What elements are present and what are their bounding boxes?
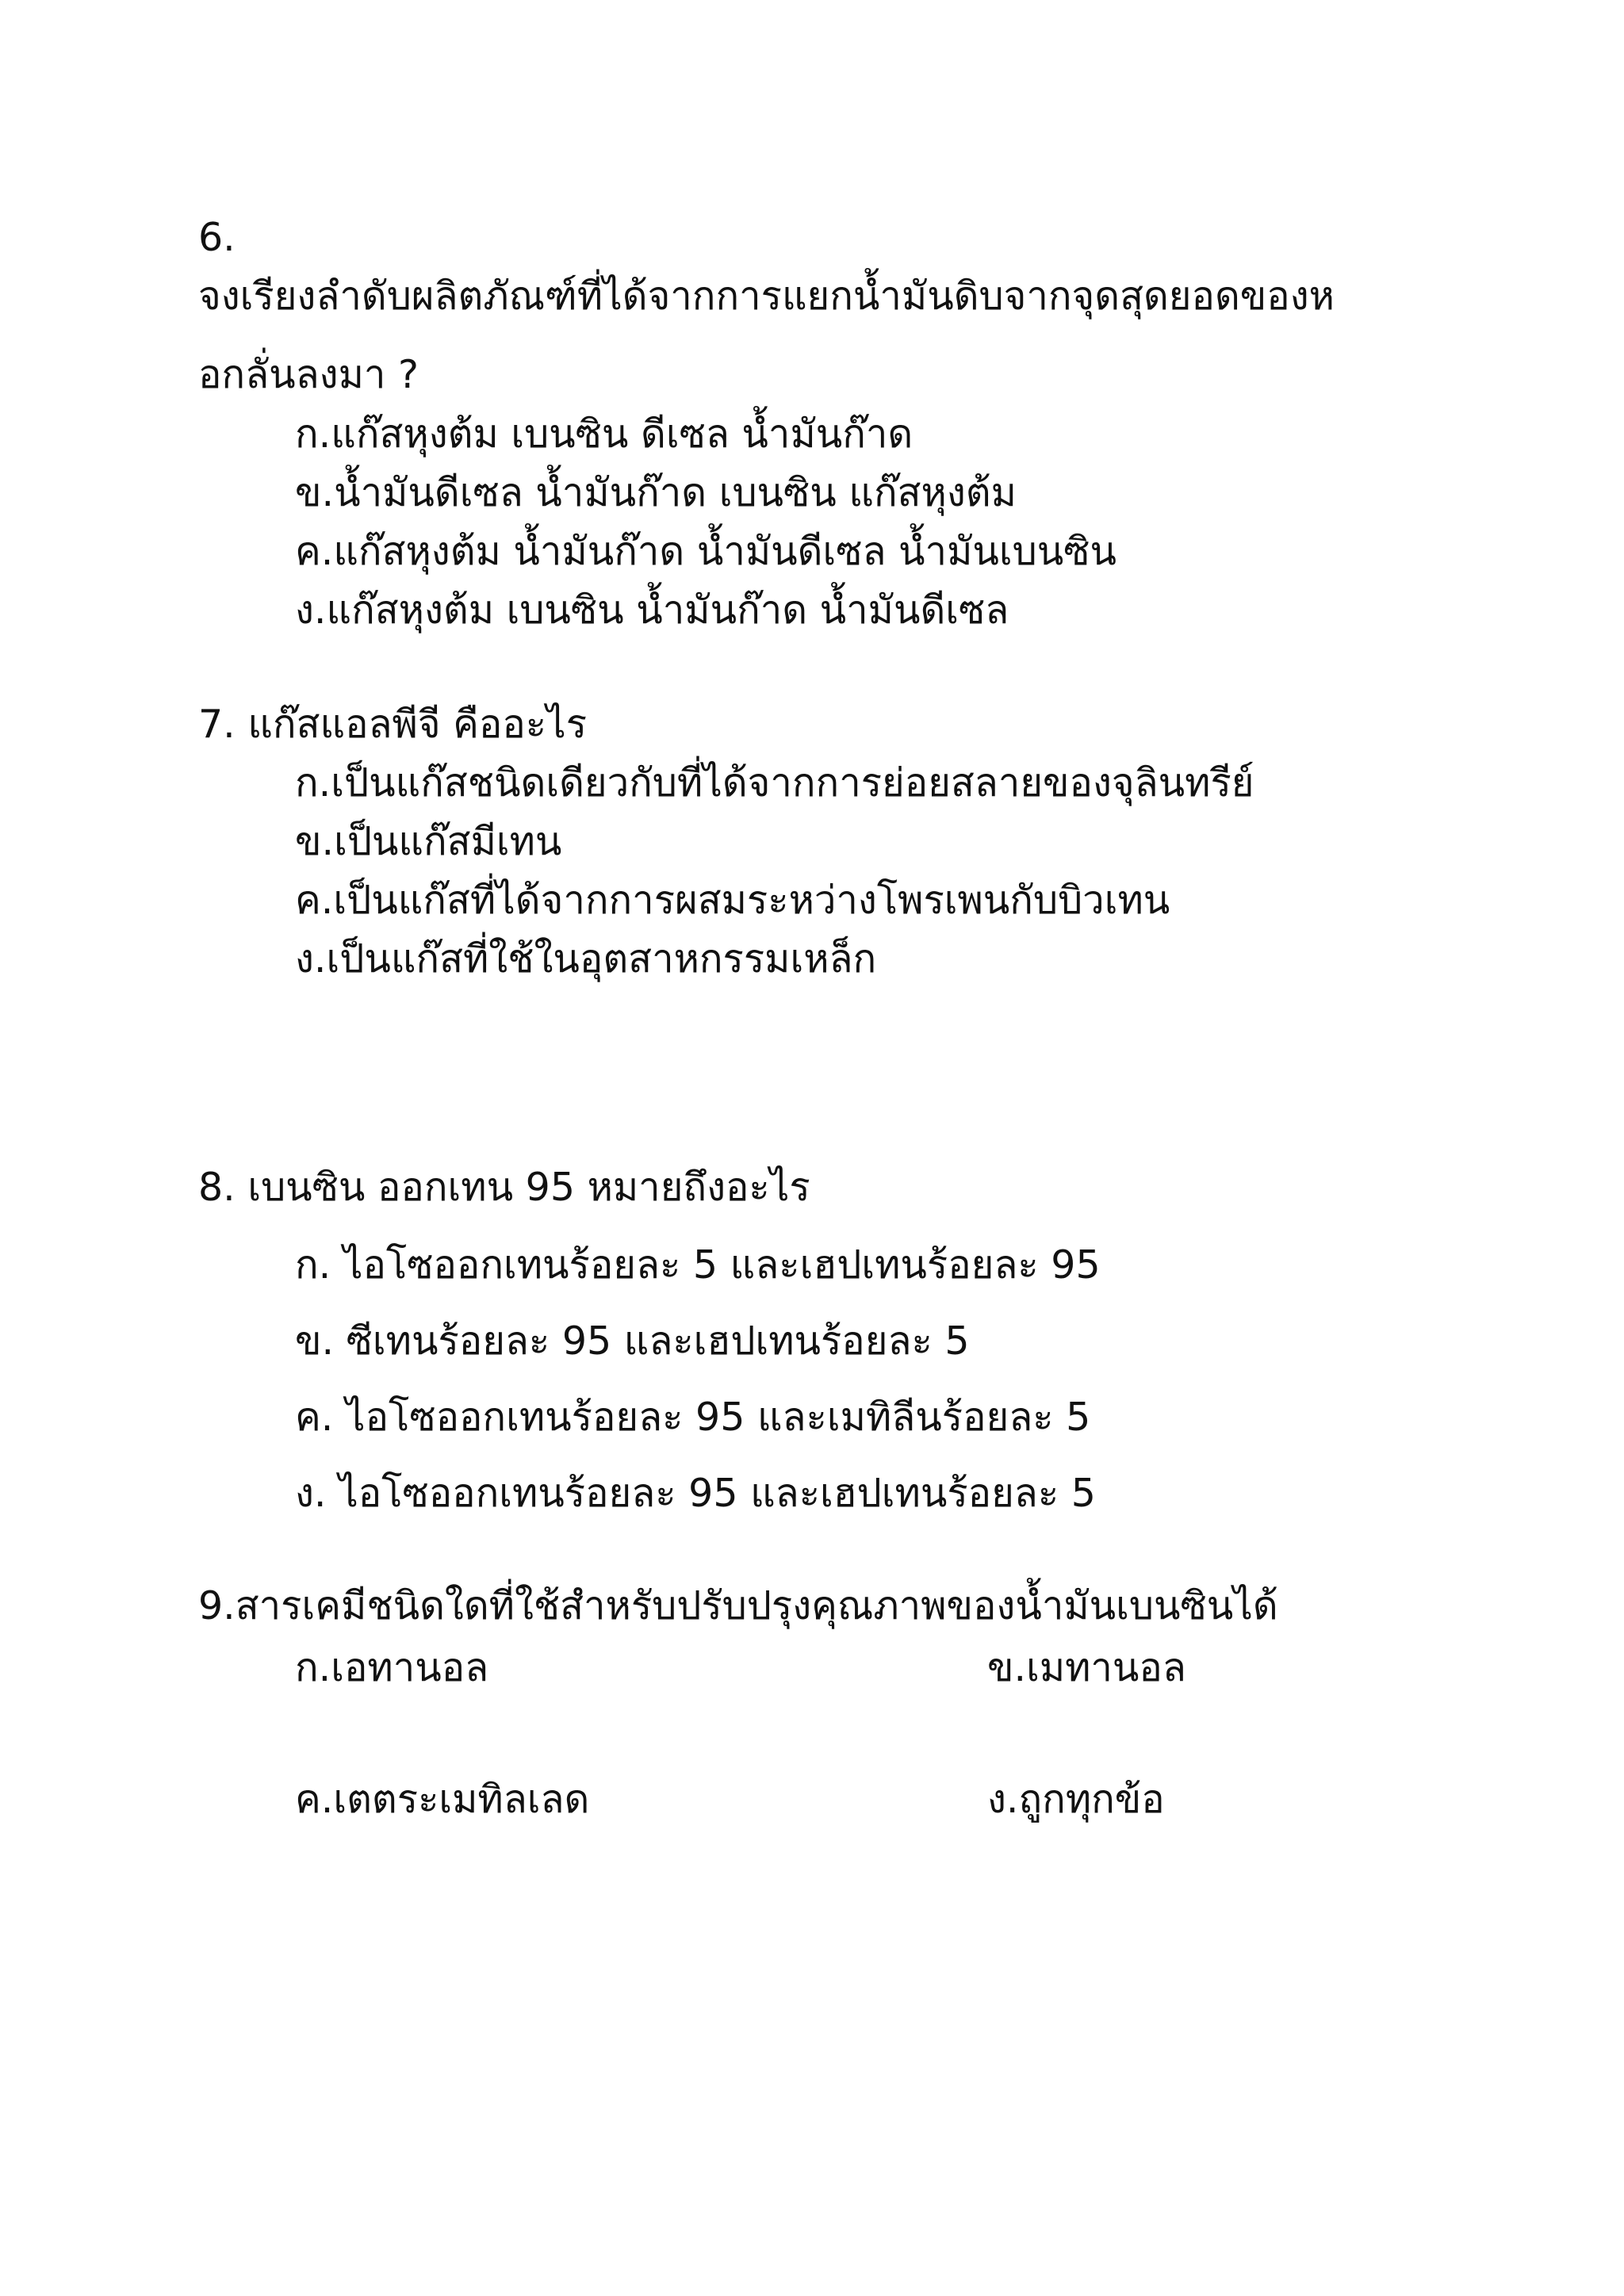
question-6-option-b: ข.น้ำมันดีเซล น้ำมันก๊าด เบนซิน แก๊สหุงต้ม bbox=[295, 470, 1017, 515]
question-6-option-c: ค.แก๊สหุงต้ม น้ำมันก๊าด น้ำมันดีเซล น้ำมันเบนซิน bbox=[295, 529, 1116, 574]
question-7-option-a: ก.เป็นแก๊สชนิดเดียวกับที่ได้จากการย่อยสลายของจุลินทรีย์ bbox=[295, 760, 1254, 806]
question-6-text-line2: อกลั่นลงมา ? bbox=[198, 352, 419, 397]
question-9-option-b: ข.เมทานอล bbox=[987, 1645, 1186, 1690]
question-8-option-c: ค. ไอโซออกเทนร้อยละ 95 และเมทิลีนร้อยละ 5 bbox=[295, 1395, 1091, 1440]
question-8-option-b: ข. ซีเทนร้อยละ 95 และเฮปเทนร้อยละ 5 bbox=[295, 1318, 970, 1364]
question-7-option-d: ง.เป็นแก๊สที่ใช้ในอุตสาหกรรมเหล็ก bbox=[295, 936, 877, 982]
question-6-option-a: ก.แก๊สหุงต้ม เบนซิน ดีเซล น้ำมันก๊าด bbox=[295, 411, 914, 457]
question-8-option-d: ง. ไอโซออกเทนร้อยละ 95 และเฮปเทนร้อยละ 5 bbox=[295, 1471, 1096, 1516]
question-9-option-c: ค.เตตระเมทิลเลด bbox=[295, 1777, 590, 1822]
question-9-option-d: ง.ถูกทุกข้อ bbox=[987, 1777, 1165, 1822]
question-6-text-line1: จงเรียงลำดับผลิตภัณฑ์ที่ได้จากการแยกน้ำมันดิบจากจุดสุดยอดของห bbox=[198, 274, 1335, 319]
question-9-option-a: ก.เอทานอล bbox=[295, 1645, 489, 1690]
question-8-text: 8. เบนซิน ออกเทน 95 หมายถึงอะไร bbox=[198, 1165, 810, 1210]
question-7-text: 7. แก๊สแอลพีจี คืออะไร bbox=[198, 702, 588, 747]
question-7-option-c: ค.เป็นแก๊สที่ได้จากการผสมระหว่างโพรเพนกับบิวเทน bbox=[295, 878, 1170, 923]
question-9-text: 9.สารเคมีชนิดใดที่ใช้สำหรับปรับปรุงคุณภาพของน้ำมันเบนซินได้ bbox=[198, 1583, 1278, 1628]
question-6-number: 6. bbox=[198, 215, 236, 260]
question-7-option-b: ข.เป็นแก๊สมีเทน bbox=[295, 819, 562, 864]
question-8-option-a: ก. ไอโซออกเทนร้อยละ 5 และเฮปเทนร้อยละ 95 bbox=[295, 1242, 1101, 1288]
question-6-option-d: ง.แก๊สหุงต้ม เบนซิน น้ำมันก๊าด น้ำมันดีเซล bbox=[295, 587, 1009, 633]
